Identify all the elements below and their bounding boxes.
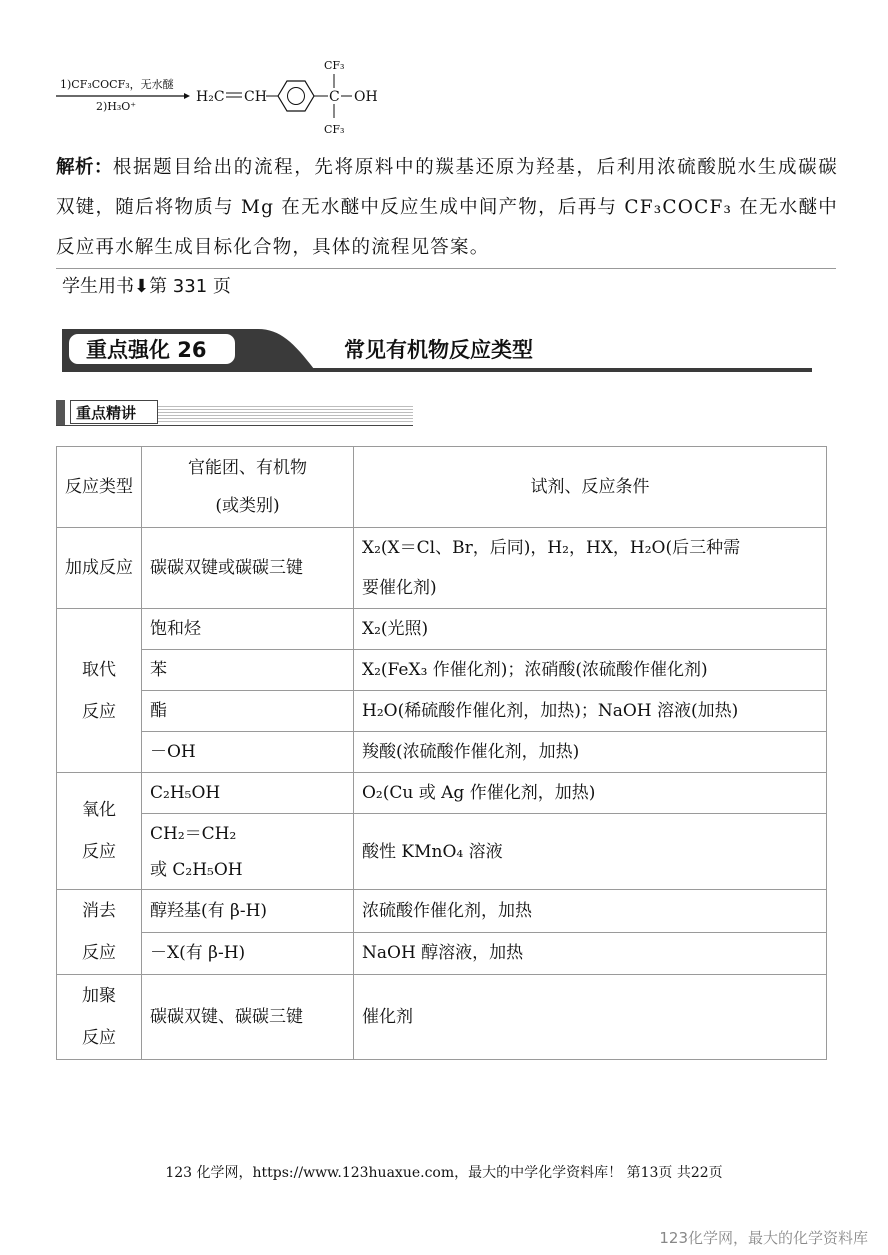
header-group-line2: (或类别) (215, 496, 280, 516)
analysis-mg: Mg (240, 197, 275, 218)
type-elimination-line1: 消去 (82, 901, 116, 921)
table-header-row (57, 447, 827, 528)
group-alcohol-hydroxyl: 醇羟基(有 β-H) (142, 890, 354, 933)
watermark: 123化学网，最大的化学资料库 (659, 1229, 868, 1247)
cond-halide: NaOH 醇溶液，加热 (354, 932, 827, 975)
type-oxidation (57, 773, 142, 890)
h2c-label: H₂C (196, 89, 225, 105)
benzene-circle (288, 88, 305, 105)
reaction-types-table (56, 446, 827, 1060)
type-substitution-line2: 反应 (82, 701, 116, 722)
table-row (57, 773, 827, 814)
type-oxidation-line1: 氧化 (82, 800, 116, 820)
key-points-underline (56, 425, 413, 426)
arrow-head (184, 93, 190, 99)
cond-kmno4: 酸性 KMnO₄ 溶液 (354, 814, 827, 890)
type-polymerization (57, 975, 142, 1060)
analysis-text-1: 根据题目给出的流程，先将原料中的羰基还原为羟基，后利用浓硫酸脱水生成碳碳双键，随后将物质与 (56, 157, 838, 218)
type-substitution-line1: 取代 (82, 659, 116, 680)
banner-underline (62, 368, 812, 372)
key-points-stripes (158, 406, 413, 422)
student-book-ref: 学生用书⬇第 331 页 (62, 276, 231, 297)
type-substitution (57, 609, 142, 773)
header-group-line1: 官能团、有机物 (188, 458, 307, 478)
table-row (57, 732, 827, 773)
type-addition: 加成反应 (57, 528, 142, 609)
cond-addition-line2: 要催化剂) (362, 578, 437, 598)
cond-ester: H₂O(稀硫酸作催化剂，加热)；NaOH 溶液(加热) (354, 691, 827, 732)
cf3-top: CF₃ (324, 59, 345, 72)
table-row (57, 528, 827, 609)
analysis-label: 解析： (56, 157, 113, 178)
group-addition: 碳碳双键或碳碳三键 (142, 528, 354, 609)
group-or-ethanol: 或 C₂H₅OH (150, 859, 243, 880)
type-polymerization-line2: 反应 (82, 1028, 116, 1048)
page-footer: 123 化学网，https://www.123huaxue.com，最大的中学化学资料库！ 第13页 共22页 (165, 1165, 723, 1181)
table-row (57, 650, 827, 691)
cond-polymerization: 催化剂 (354, 975, 827, 1060)
header-group (142, 447, 354, 528)
type-oxidation-line2: 反应 (82, 842, 116, 862)
table-row (57, 975, 827, 1060)
ch-label: CH (244, 89, 267, 105)
header-conditions: 试剂、反应条件 (354, 447, 827, 528)
cond-addition (354, 528, 827, 609)
oh-label: OH (354, 89, 378, 105)
group-saturated-hydrocarbon: 饱和烃 (142, 609, 354, 650)
analysis-text-2: 在无水醚中反应生成中间产物，后再与 (274, 197, 625, 218)
type-elimination (57, 890, 142, 975)
group-hydroxyl: －OH (142, 732, 354, 773)
table-row (57, 932, 827, 975)
cond-addition-line1: X₂(X＝Cl、Br，后同)，H₂，HX，H₂O(后三种需 (362, 538, 741, 558)
cond-benzene: X₂(FeX₃ 作催化剂)；浓硝酸(浓硫酸作催化剂) (354, 650, 827, 691)
section-title: 常见有机物反应类型 (344, 338, 533, 362)
group-benzene: 苯 (142, 650, 354, 691)
group-ethylene-ethanol (142, 814, 354, 890)
table-row (57, 814, 827, 890)
cond-ethanol: O₂(Cu 或 Ag 作催化剂，加热) (354, 773, 827, 814)
type-elimination-line2: 反应 (82, 943, 116, 963)
analysis-text-3: 在无水醚中反应再水解生成目标化合物，具体的流程见答案。 (56, 197, 838, 258)
benzene-ring (278, 81, 314, 111)
arrow-top-label: 1)CF₃COCF₃，无水醚 (60, 78, 174, 91)
key-points-label: 重点精讲 (76, 404, 137, 422)
group-ethylene: CH₂＝CH₂ (150, 823, 237, 844)
section-label: 重点强化 26 (86, 338, 207, 362)
key-points-bar (56, 400, 65, 426)
analysis-paragraph (56, 148, 838, 268)
central-carbon: C (329, 89, 340, 105)
reaction-diagram (56, 52, 396, 140)
group-ester: 酯 (142, 691, 354, 732)
reaction-scheme (56, 52, 396, 144)
cond-hydroxyl: 羧酸(浓硫酸作催化剂，加热) (354, 732, 827, 773)
table-row (57, 609, 827, 650)
analysis-reagent: CF₃COCF₃ (624, 197, 733, 218)
divider (56, 268, 836, 269)
group-polymerization: 碳碳双键、碳碳三键 (142, 975, 354, 1060)
cond-alcohol-hydroxyl: 浓硫酸作催化剂，加热 (354, 890, 827, 933)
arrow-bottom-label: 2)H₃O⁺ (96, 100, 137, 113)
group-ethanol: C₂H₅OH (142, 773, 354, 814)
cf3-bottom: CF₃ (324, 123, 345, 136)
type-polymerization-line1: 加聚 (82, 986, 116, 1006)
cond-saturated-hydrocarbon: X₂(光照) (354, 609, 827, 650)
group-halide: －X(有 β-H) (142, 932, 354, 975)
table-row (57, 691, 827, 732)
table-row (57, 890, 827, 933)
header-type: 反应类型 (57, 447, 142, 528)
